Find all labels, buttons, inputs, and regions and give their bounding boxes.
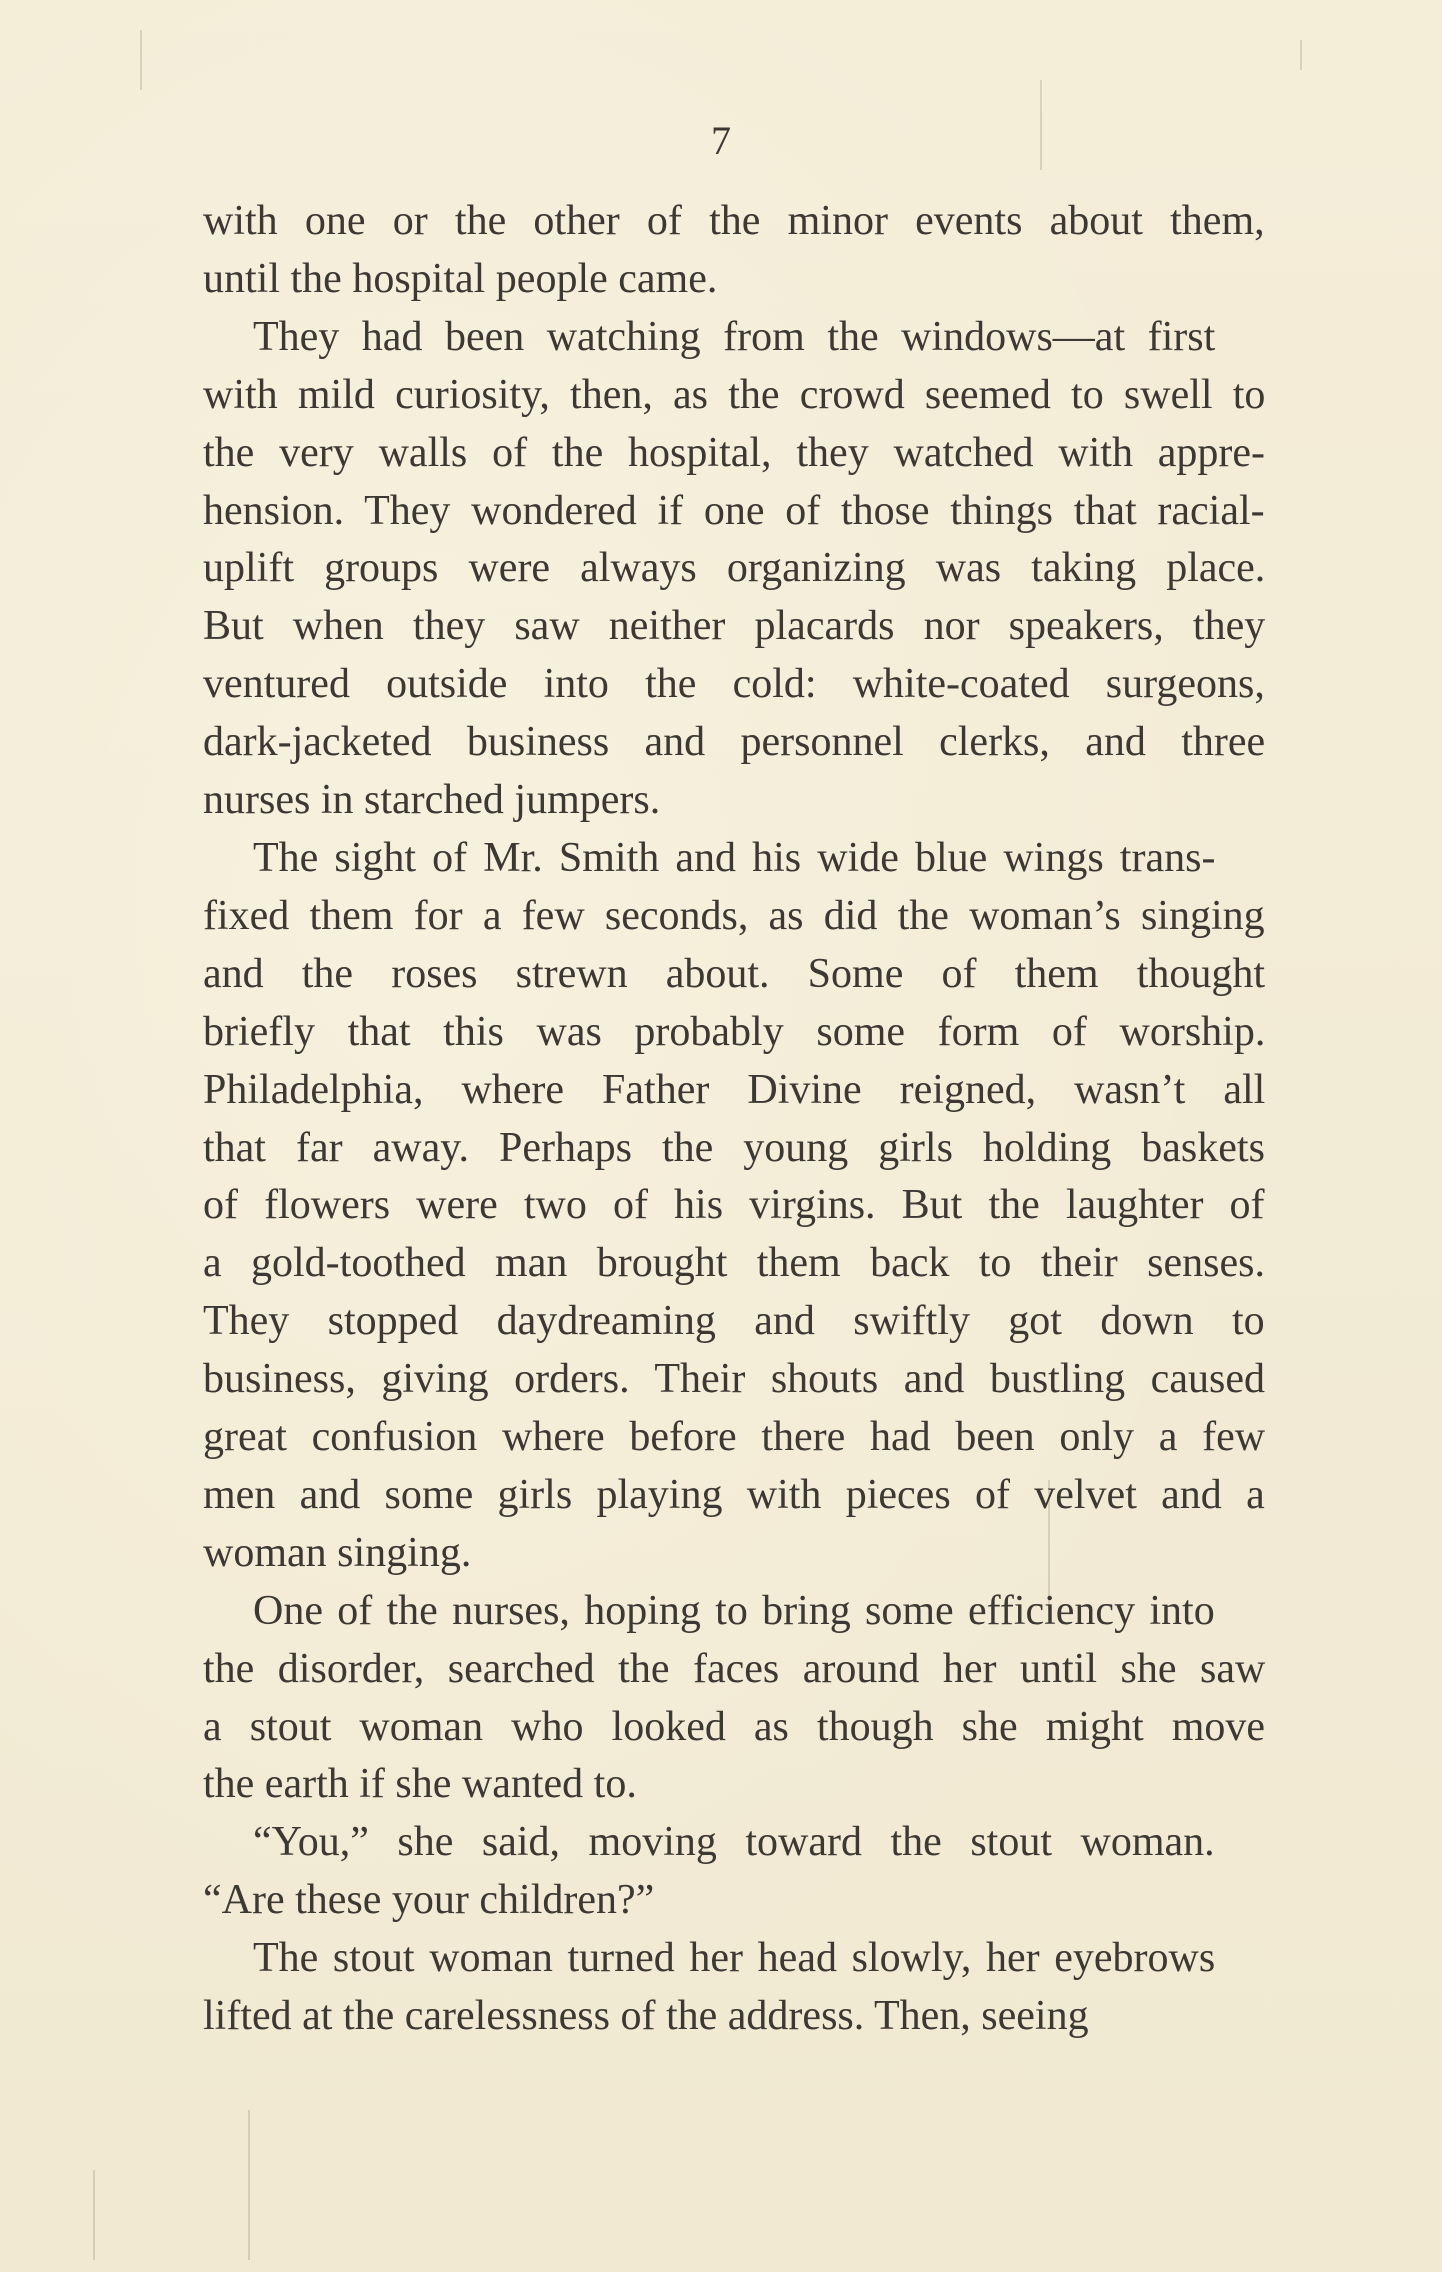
text-line: One of the nurses, hoping to bring some efficiency into bbox=[253, 1587, 1215, 1634]
text-line: They had been watching from the windows—at first bbox=[253, 313, 1216, 360]
text-line: fixed them for a few seconds, as did the woman’s singing bbox=[203, 892, 1265, 939]
text-line: with one or the other of the minor events about them, bbox=[203, 198, 1265, 244]
text-line: the earth if she wanted to. bbox=[203, 1761, 637, 1808]
text-line: and the roses strewn about. Some of them thought bbox=[203, 950, 1266, 997]
text-line: lifted at the carelessness of the address. Then, seeing bbox=[203, 1993, 1089, 2040]
text-line: of flowers were two of his virgins. But the laughter of bbox=[203, 1182, 1265, 1229]
text-line: The sight of Mr. Smith and his wide blue wings trans- bbox=[253, 834, 1216, 881]
text-line: “You,” she said, moving toward the stout woman. bbox=[253, 1819, 1215, 1866]
scan-artifact bbox=[1300, 40, 1302, 70]
text-line: ventured outside into the cold: white-coated surgeons, bbox=[203, 661, 1265, 708]
text-line: They stopped daydreaming and swiftly got down to bbox=[203, 1298, 1265, 1345]
page-number: 7 bbox=[711, 118, 731, 163]
text-line: nurses in starched jumpers. bbox=[203, 777, 661, 824]
text-line: with mild curiosity, then, as the crowd seemed to swell to bbox=[203, 371, 1266, 418]
scan-artifact bbox=[93, 2170, 95, 2260]
paragraph bbox=[203, 1583, 1265, 1815]
text-line: men and some girls playing with pieces of velvet and a bbox=[203, 1471, 1265, 1518]
text-line: business, giving orders. Their shouts and bustling caused bbox=[203, 1356, 1265, 1403]
scan-artifact bbox=[140, 30, 142, 90]
scan-artifact bbox=[248, 2110, 250, 2260]
text-line: woman singing. bbox=[203, 1529, 472, 1576]
text-line: until the hospital people came. bbox=[203, 255, 718, 302]
text-line: great confusion where before there had been only a few bbox=[203, 1414, 1266, 1461]
text-line: a stout woman who looked as though she might move bbox=[203, 1703, 1266, 1750]
text-line: Philadelphia, where Father Divine reigned, wasn’t all bbox=[203, 1066, 1266, 1113]
text-line: hension. They wondered if one of those things that racial- bbox=[203, 487, 1265, 534]
paragraph bbox=[203, 1814, 1265, 1930]
paragraph bbox=[203, 193, 1265, 309]
paragraph bbox=[203, 309, 1265, 830]
text-line: dark-jacketed business and personnel clerks, and three bbox=[203, 719, 1266, 766]
text-line: But when they saw neither placards nor speakers, they bbox=[203, 603, 1266, 650]
text-line: that far away. Perhaps the young girls holding baskets bbox=[203, 1124, 1265, 1171]
text-line: a gold-toothed man brought them back to their senses. bbox=[203, 1240, 1265, 1287]
paragraph bbox=[203, 1930, 1265, 2046]
text-line: briefly that this was probably some form of worship. bbox=[203, 1008, 1266, 1055]
text-line: “Are these your children?” bbox=[203, 1877, 655, 1924]
text-line: uplift groups were always organizing was taking place. bbox=[203, 545, 1266, 592]
body-text bbox=[203, 193, 1265, 2046]
text-line: The stout woman turned her head slowly, her eyebrows bbox=[253, 1935, 1216, 1982]
text-line: the very walls of the hospital, they watched with appre- bbox=[203, 429, 1266, 476]
text-line: the disorder, searched the faces around her until she saw bbox=[203, 1645, 1266, 1692]
paragraph bbox=[203, 830, 1265, 1583]
